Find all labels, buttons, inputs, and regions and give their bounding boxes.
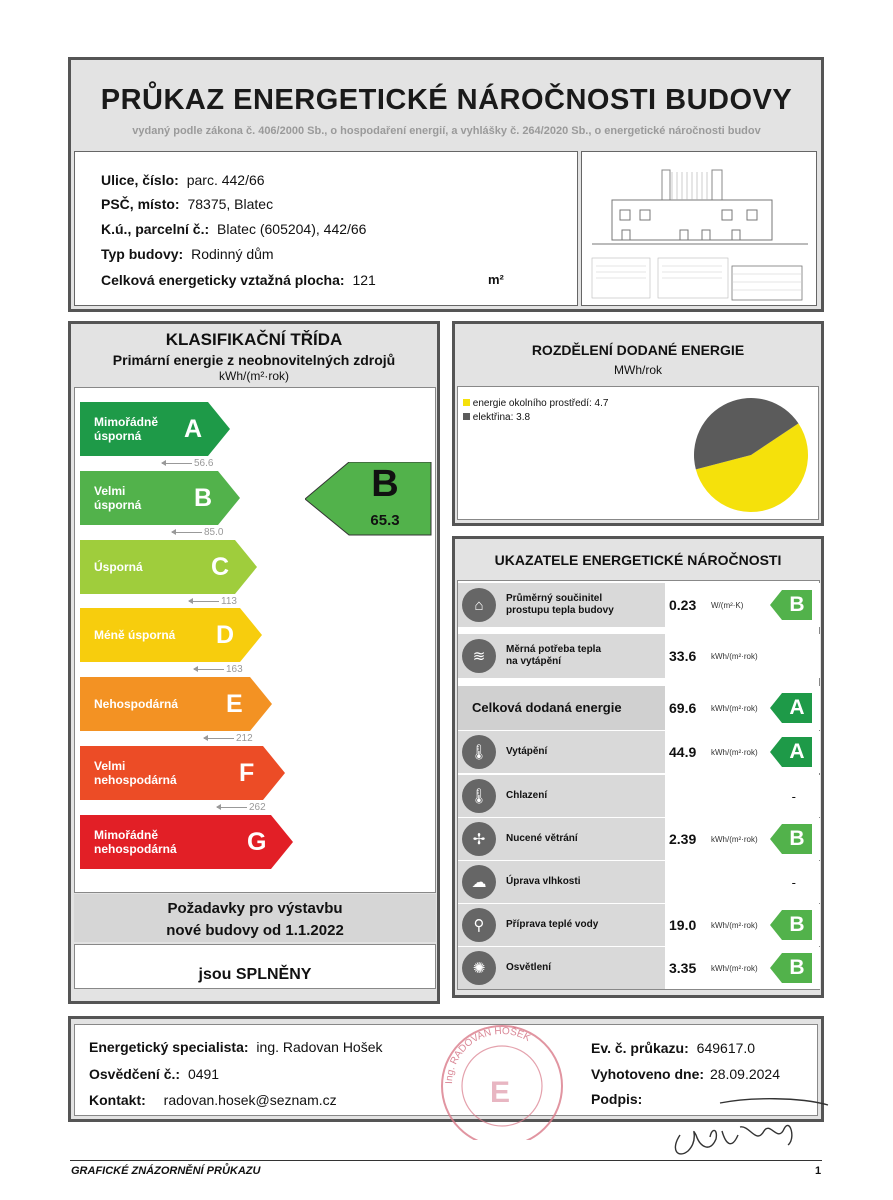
- threshold-value: 113: [221, 596, 237, 607]
- psc-label: PSČ, místo:: [101, 196, 180, 212]
- date-value: 28.09.2024: [709, 1066, 781, 1082]
- indicator-label: Měrná potřeba tepla na vytápění: [506, 644, 602, 667]
- type-row: [101, 246, 274, 262]
- legend-swatch-electricity: [463, 413, 470, 420]
- threshold-value: 85.0: [204, 527, 224, 538]
- indicator-class-badge: [770, 824, 812, 854]
- class-letter-g: G: [247, 827, 267, 856]
- indicator-value: 0.23: [669, 597, 697, 613]
- indicator-value: 3.35: [669, 960, 697, 976]
- threshold-value: 212: [236, 733, 253, 744]
- ev-value: 649617.0: [696, 1040, 756, 1056]
- document-title: PRŮKAZ ENERGETICKÉ NÁROČNOSTI BUDOVY: [100, 84, 793, 116]
- legend-label-electricity: elektřina: 3.8: [472, 412, 531, 423]
- class-label-b: Velmi úsporná: [94, 484, 142, 512]
- ku-value: Blatec (605204), 442/66: [217, 221, 367, 237]
- indicator-row: [458, 686, 820, 730]
- ev-label: Ev. č. průkazu:: [591, 1040, 689, 1056]
- specialist-value: ing. Radovan Hošek: [256, 1039, 383, 1055]
- building-drawing: [581, 151, 817, 306]
- indicator-class-badge: [770, 737, 812, 767]
- class-letter-c: C: [211, 552, 230, 581]
- thermometer-plus-icon: 🌡: [462, 735, 496, 769]
- indicator-label: Průměrný součinitel prostupu tepla budovy: [506, 593, 614, 616]
- page-number: 1: [815, 1165, 822, 1177]
- indicator-value-cell: [665, 861, 820, 903]
- house-icon: ⌂: [462, 588, 496, 622]
- type-label: Typ budovy:: [101, 246, 184, 262]
- cert-row: [89, 1066, 219, 1082]
- energy-pie-chart: [692, 396, 810, 514]
- indicator-class-badge: [770, 910, 812, 940]
- indicator-unit: kWh/(m²·rok): [711, 703, 758, 713]
- indicator-value: 44.9: [669, 744, 697, 760]
- indicator-unit: W/(m²·K): [711, 600, 744, 610]
- cert-label: Osvědčení č.:: [89, 1066, 181, 1082]
- class-letter-f: F: [239, 758, 255, 787]
- legend-swatch-ambient: [463, 399, 470, 406]
- indicator-row: [458, 904, 820, 946]
- indicator-value-cell: [665, 634, 820, 678]
- indicator-label: Chlazení: [506, 790, 548, 801]
- indicator-label: Osvětlení: [506, 962, 552, 973]
- thermometer-minus-icon: 🌡: [462, 779, 496, 813]
- class-bar-f: [80, 746, 285, 800]
- energy-split-title: ROZDĚLENÍ DODANÉ ENERGIE: [531, 342, 745, 358]
- indicator-value: 69.6: [669, 700, 697, 716]
- date-label: Vyhotoveno dne:: [591, 1066, 705, 1082]
- indicator-value-cell: [665, 775, 820, 817]
- bulb-icon: ✺: [462, 951, 496, 985]
- area-label: Celková energeticky vztažná plocha:: [101, 272, 345, 288]
- class-label-f: Velmi nehospodárná: [94, 759, 177, 787]
- threshold-arrow-icon: [217, 807, 247, 808]
- humidity-icon: ☁: [462, 865, 496, 899]
- threshold-arrow-icon: [204, 738, 234, 739]
- contact-row: [89, 1092, 337, 1108]
- threshold-arrow-icon: [194, 669, 224, 670]
- class-label-a: Mimořádně úsporná: [94, 415, 159, 443]
- street-value: parc. 442/66: [186, 172, 265, 188]
- svg-text:Ing. RADOVAN HOŠEK: [444, 1025, 532, 1084]
- threshold-arrow-icon: [189, 601, 219, 602]
- energy-split-unit: MWh/rok: [614, 363, 662, 377]
- building-drawing-image: [582, 152, 816, 305]
- stamp-text: Ing. RADOVAN HOŠEK: [443, 1025, 533, 1085]
- date-row: [591, 1066, 780, 1082]
- requirements-result: jsou SPLNĚNY: [198, 966, 312, 983]
- specialist-row: [89, 1039, 383, 1055]
- street-label: Ulice, číslo:: [101, 172, 179, 188]
- indicator-label: Příprava teplé vody: [506, 919, 599, 930]
- indicator-unit: kWh/(m²·rok): [711, 834, 758, 844]
- threshold-arrow-icon: [172, 532, 202, 533]
- threshold-value: 262: [249, 802, 266, 813]
- class-threshold-e: [204, 733, 253, 744]
- ku-row: [101, 221, 366, 237]
- class-label-g: Mimořádně nehospodárná: [94, 828, 177, 856]
- indicator-unit: kWh/(m²·rok): [711, 920, 758, 930]
- indicator-row: [458, 818, 820, 860]
- indicator-label: Celková dodaná energie: [472, 700, 622, 715]
- indicator-row: [458, 775, 820, 817]
- class-bar-c: [80, 540, 257, 594]
- indicator-class-letter: B: [789, 593, 805, 616]
- sign-label: Podpis:: [591, 1091, 643, 1107]
- indicator-label: Vytápění: [506, 746, 548, 757]
- class-threshold-f: [217, 802, 266, 813]
- result-value: 65.3: [370, 512, 400, 529]
- indicator-label: Úprava vlhkosti: [506, 876, 581, 887]
- ku-label: K.ú., parcelní č.:: [101, 221, 210, 237]
- class-bar-d: [80, 608, 262, 662]
- document-caption: GRAFICKÉ ZNÁZORNĚNÍ PRŮKAZU: [71, 1165, 261, 1177]
- requirements-line1: Požadavky pro výstavbu: [167, 900, 343, 917]
- indicator-value: 33.6: [669, 648, 697, 664]
- indicator-row: [458, 583, 820, 627]
- document-subtitle: vydaný podle zákona č. 406/2000 Sb., o hospodaření energií, a vyhlášky č. 264/2020 Sb., o energetické náročnosti budov: [132, 125, 761, 137]
- svg-text:E: E: [490, 1076, 511, 1109]
- threshold-value: 56.6: [194, 458, 214, 469]
- classification-unit: kWh/(m²·rok): [219, 369, 289, 383]
- faucet-icon: ⚲: [462, 908, 496, 942]
- indicators-title: UKAZATELE ENERGETICKÉ NÁROČNOSTI: [494, 552, 782, 568]
- class-letter-a: A: [184, 414, 203, 443]
- result-letter: B: [371, 463, 399, 505]
- class-label-c: Úsporná: [94, 560, 143, 574]
- indicator-class-letter: B: [789, 827, 805, 850]
- class-bar-e: [80, 677, 272, 731]
- indicator-row: [458, 634, 820, 678]
- requirements-line2: nové budovy od 1.1.2022: [166, 922, 344, 939]
- classification-title: KLASIFIKAČNÍ TŘÍDA: [165, 330, 343, 349]
- legend-label-ambient: energie okolního prostředí: 4.7: [472, 398, 609, 409]
- class-threshold-b: [172, 527, 223, 538]
- area-unit: m²: [488, 272, 504, 287]
- indicator-unit: kWh/(m²·rok): [711, 747, 758, 757]
- legend-item-ambient: [463, 398, 608, 409]
- specialist-label: Energetický specialista:: [89, 1039, 249, 1055]
- psc-row: [101, 196, 273, 212]
- signature: [660, 1095, 840, 1165]
- indicator-row: [458, 731, 820, 773]
- indicator-class-badge: [770, 590, 812, 620]
- indicator-class-letter: A: [789, 740, 805, 763]
- indicator-row: [458, 947, 820, 989]
- indicator-class-letter: B: [789, 956, 805, 979]
- indicator-class-letter: A: [789, 696, 805, 719]
- indicator-empty-value: -: [791, 788, 796, 804]
- class-letter-b: B: [194, 483, 213, 512]
- indicator-class-letter: B: [789, 913, 805, 936]
- sign-row: [591, 1091, 642, 1107]
- indicator-empty-value: -: [791, 874, 796, 890]
- class-letter-e: E: [226, 689, 243, 718]
- psc-value: 78375, Blatec: [187, 196, 274, 212]
- class-bar-g: [80, 815, 293, 869]
- fan-icon: ✢: [462, 822, 496, 856]
- indicator-value: 19.0: [669, 917, 697, 933]
- indicator-row: [458, 861, 820, 903]
- contact-label: Kontakt:: [89, 1092, 146, 1108]
- class-threshold-d: [194, 664, 243, 675]
- threshold-arrow-icon: [162, 463, 192, 464]
- class-bar-a: [80, 402, 230, 456]
- area-value: 121: [352, 272, 376, 288]
- class-bar-b: [80, 471, 240, 525]
- indicator-value: 2.39: [669, 831, 697, 847]
- bottom-rule: [70, 1160, 822, 1161]
- classification-subtitle: Primární energie z neobnovitelných zdrojů: [112, 352, 396, 368]
- indicator-unit: kWh/(m²·rok): [711, 963, 758, 973]
- legend-item-electricity: [463, 412, 530, 423]
- indicator-label: Nucené větrání: [506, 833, 578, 844]
- cert-value: 0491: [187, 1066, 220, 1082]
- threshold-value: 163: [226, 664, 243, 675]
- indicator-unit: kWh/(m²·rok): [711, 651, 758, 661]
- class-letter-d: D: [216, 620, 235, 649]
- heat-waves-icon: ≋: [462, 639, 496, 673]
- stamp: [432, 1022, 570, 1140]
- contact-value: radovan.hosek@seznam.cz: [163, 1092, 337, 1108]
- class-label-e: Nehospodárná: [94, 697, 179, 711]
- street-row: [101, 172, 265, 188]
- type-value: Rodinný dům: [191, 246, 274, 262]
- indicator-class-badge: [770, 693, 812, 723]
- class-threshold-c: [189, 596, 237, 607]
- class-threshold-a: [162, 458, 213, 469]
- area-row: [101, 272, 376, 288]
- indicator-class-badge: [770, 953, 812, 983]
- class-label-d: Méně úsporná: [94, 628, 176, 642]
- ev-row: [591, 1040, 755, 1056]
